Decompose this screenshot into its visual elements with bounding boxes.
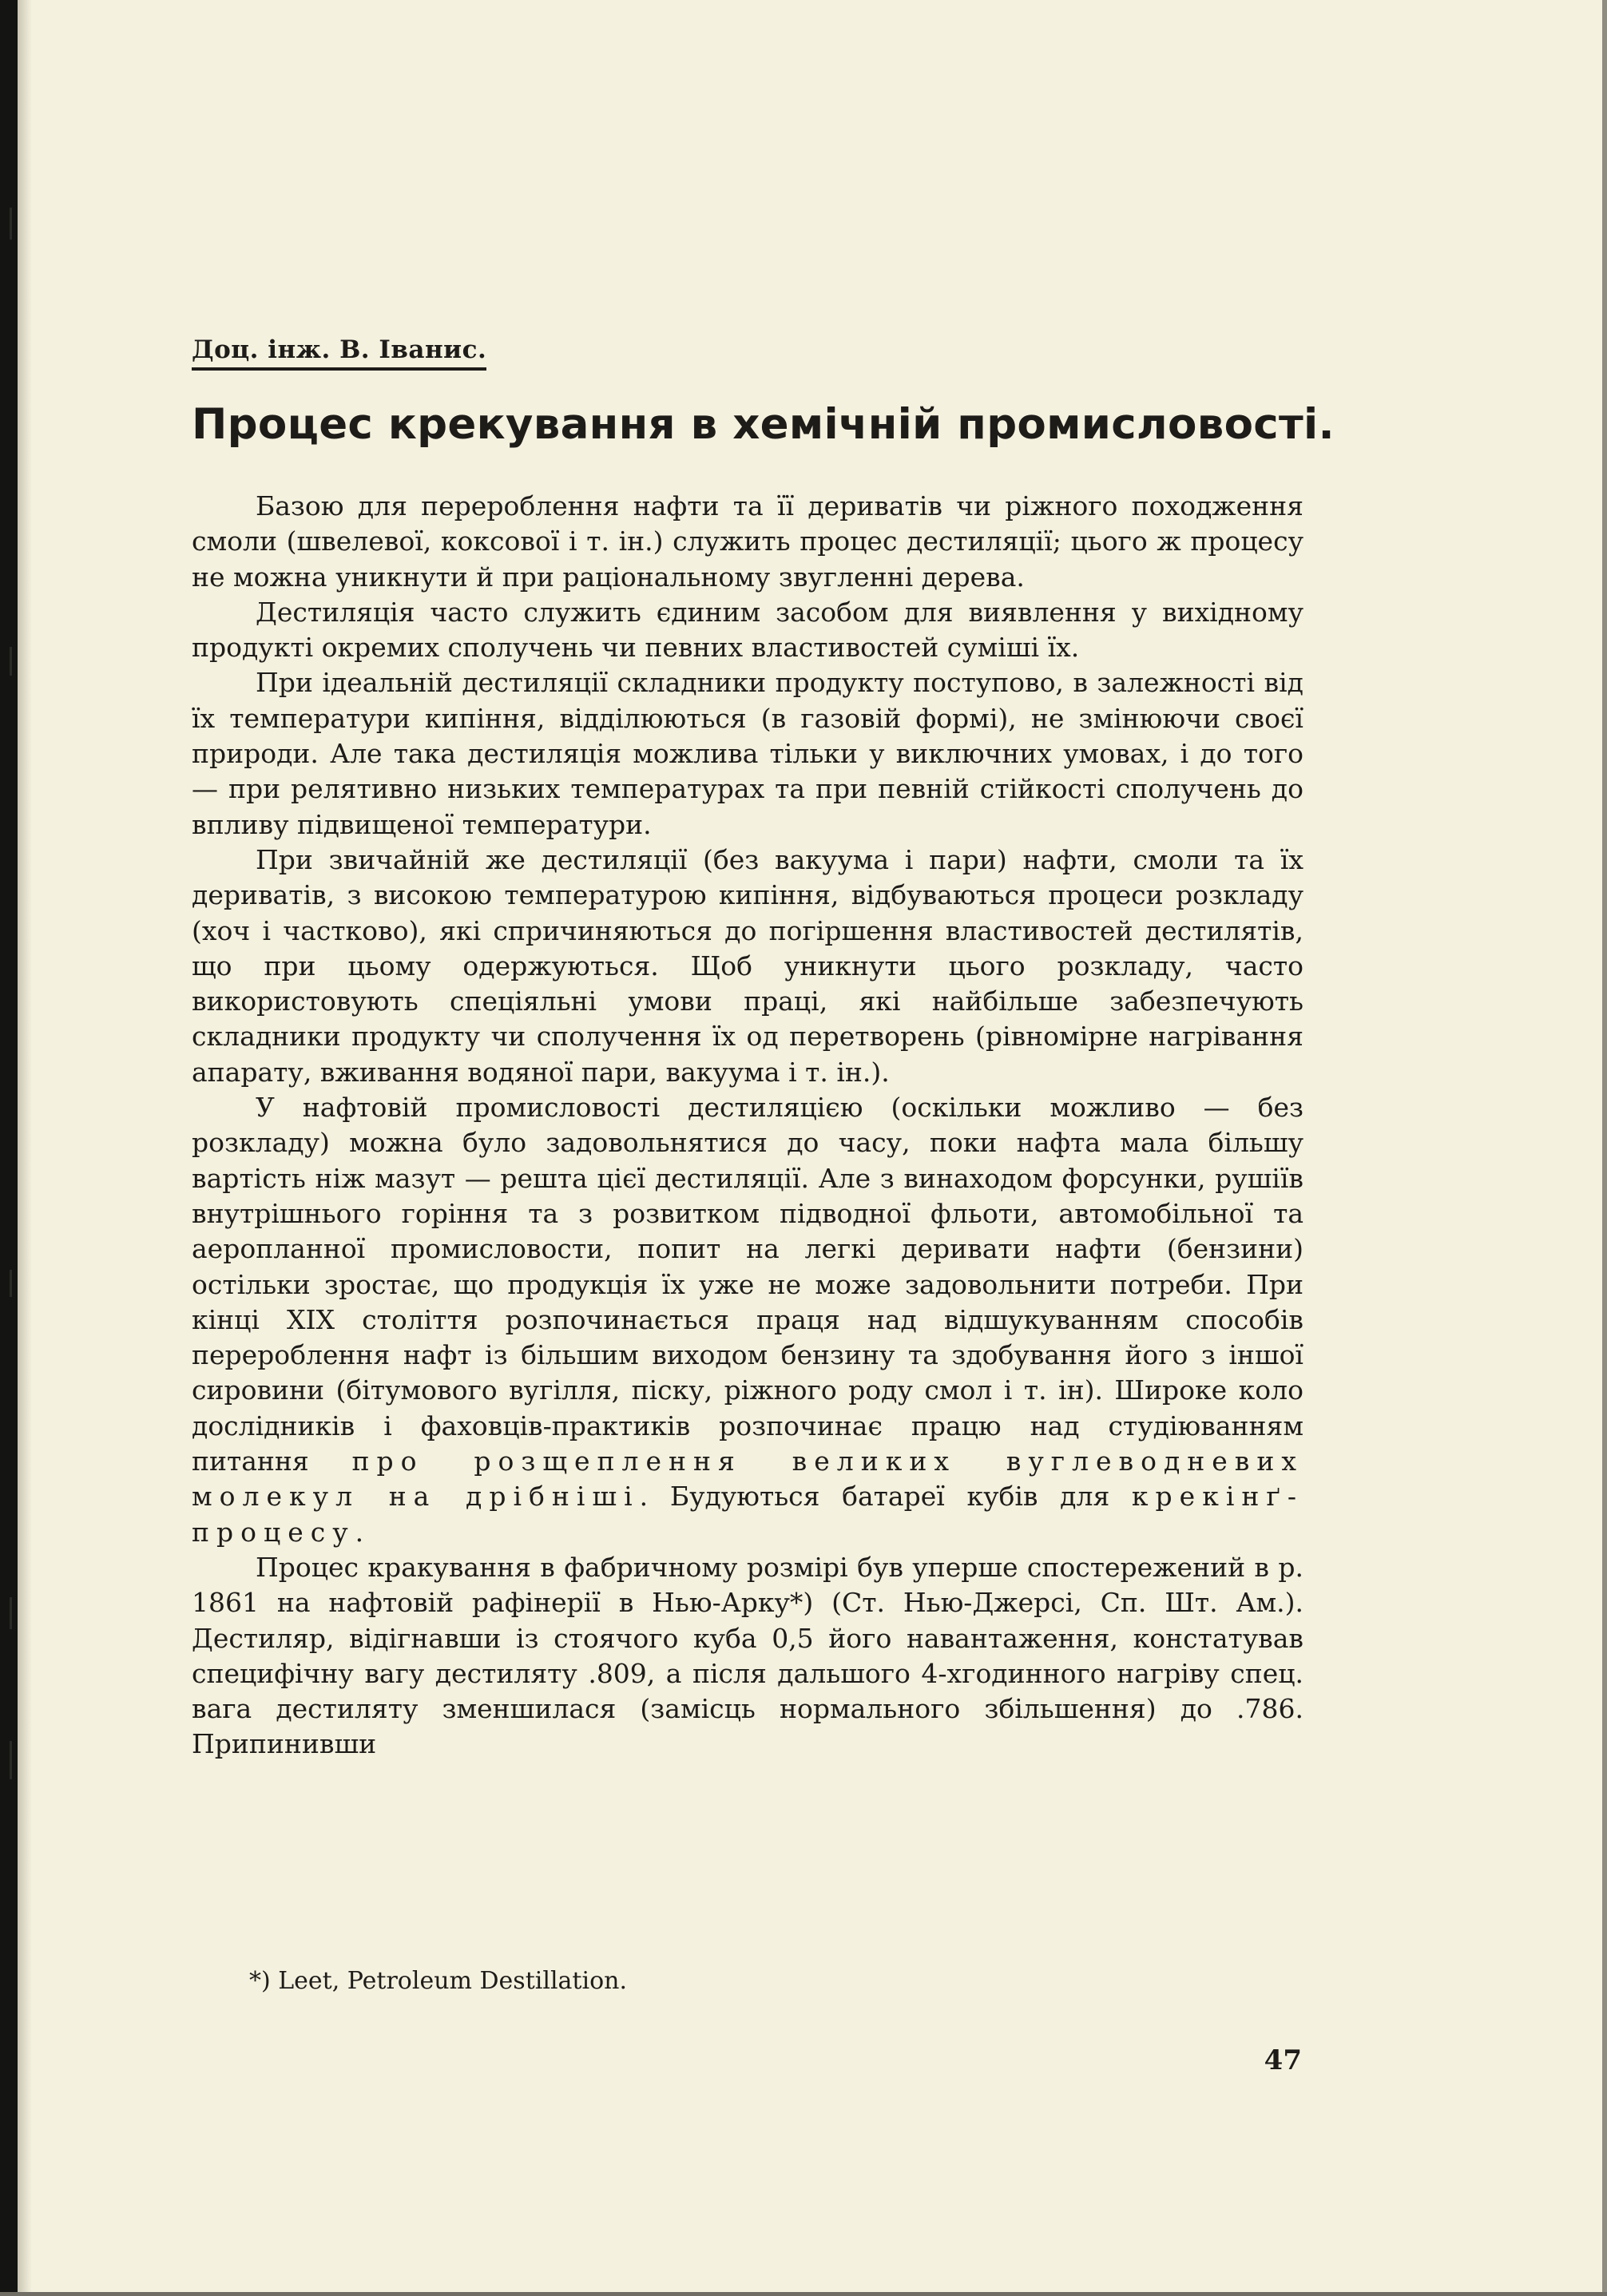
margin-mark xyxy=(10,1597,12,1629)
paragraph-2: Дестиляція часто служить єдиним засобом для виявлення у вихідному продукті окремих сполучень чи певних властивостей суміші їх. xyxy=(192,596,1303,664)
paragraph-5-text: У нафтовій промисловості дестиляцією (оскільки можливо — без розкладу) можна було задовольнятися до часу, поки нафта мала більшу вартість ніж мазут — решта цієї дестиляції. Але з винаходом форсунки, рушіїв внутрішнього горіння та з розвитком підводної фльоти, автомобільної та аеропланної промисловости, попит на легкі деривати нафти (бензини) остільки зростає, що продукція їх уже не може задовольнити потреби. При кінці XIX століття розпочинається праця над відшукуванням способів перероблення нафт із більшим виходом бензину та здобування його з іншої сировини (бітумового вугілля, піску, ріжного роду смол і т. ін). Широке коло дослідників і фаховців-практиків розпочинає працю над студіюванням питання xyxy=(192,1092,1303,1477)
emphasized-term: крекінґ-процесу xyxy=(192,1481,1303,1548)
article-title: Процес крекування в хемічній промисловості. xyxy=(192,400,1335,449)
scan-edge-bottom xyxy=(0,2292,1607,2296)
article-body xyxy=(192,489,1303,1763)
paragraph-5 xyxy=(192,1090,1303,1550)
margin-mark xyxy=(10,647,12,676)
emphasized-phrase: про розщеплення великих вуглеводневих молекул на дрібніші xyxy=(192,1445,1303,1513)
paragraph-4: При звичайній же дестиляції (без вакуума і пари) нафти, смоли та їх дериватів, з високою температурою кипіння, відбуваються процеси розкладу (хоч і частково), які спричиняються до погіршення властивостей дестилятів, що при цьому одержуються. Щоб уникнути цього розкладу, часто використовують спеціяльні умови праці, які найбільше забезпечують складники продукту чи сполучення їх од перетворень (рівномірне нагрівання апарату, вживання водяної пари, вакуума і т. ін.). xyxy=(192,843,1303,1088)
paragraph-6: Процес кракування в фабричному розмірі був уперше спостережений в р. 1861 на нафтовій рафінерії в Нью-Арку*) (Ст. Нью-Джерсі, Сп. Шт. Ам.). Дестиляр, відігнавши із стоячого куба 0,5 його навантаження, констатував специфічну вагу дестиляту .809, а після дальшого 4-хгодинного нагріву спец. вага дестиляту зменшилася (замісць нормального збільшення) до .786. Припинивши xyxy=(192,1551,1303,1760)
margin-mark xyxy=(10,1270,12,1297)
margin-mark xyxy=(10,1741,12,1779)
paragraph-1: Базою для перероблення нафти та її дериватів чи ріжного походження смоли (швелевої, коксової і т. ін.) служить процес дестиляції; цього ж процесу не можна уникнути й при раціональному звугленні дерева. xyxy=(192,490,1303,593)
paragraph-3: При ідеальній дестиляції складники продукту поступово, в залежності від їх температури кипіння, відділюються (в газовій формі), не змінюючи своєї природи. Але така дестиляція можлива тільки у виключних умовах, і до того — при релятивно низьких температурах та при певній стійкості сполучень до впливу підвищеної температури. xyxy=(192,667,1303,840)
scan-edge-right xyxy=(1602,0,1607,2296)
paragraph-5-middle: . Будуються батареї кубів для xyxy=(639,1481,1110,1513)
page-number: 47 xyxy=(1264,2044,1302,2076)
paragraph-5-end: . xyxy=(355,1516,364,1548)
scan-edge-left-shadow xyxy=(18,0,32,2296)
footnote: *) Leet, Petroleum Destillation. xyxy=(249,1967,627,1995)
scan-edge-left xyxy=(0,0,18,2296)
author-line: Доц. інж. В. Іванис. xyxy=(192,335,486,371)
margin-mark xyxy=(10,208,12,240)
